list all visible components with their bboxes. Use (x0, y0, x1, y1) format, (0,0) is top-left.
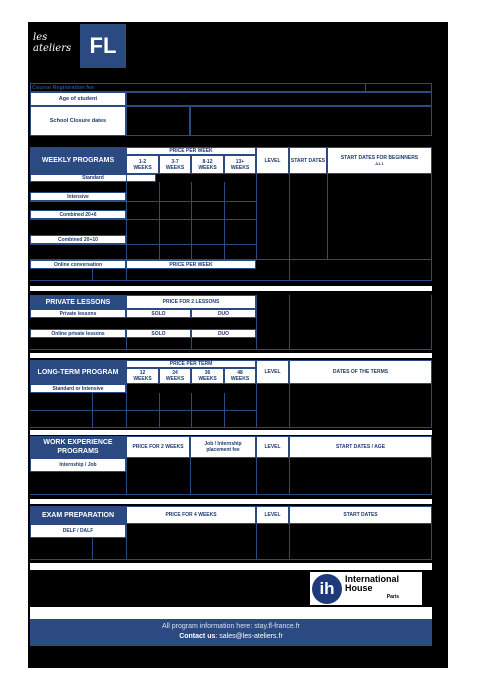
footer-contact-label: Contact us (179, 633, 216, 640)
weekly-level-header: LEVEL (256, 147, 289, 174)
rate-sheet-page (28, 22, 448, 668)
weekly-beginners-header (327, 147, 432, 174)
weekly-start-dates-header: START DATES (289, 147, 327, 174)
online-conversation-label: Online conversation (30, 260, 126, 269)
logo-badge-text: FL (89, 33, 117, 58)
longterm-col-4: 48 WEEKS (224, 368, 256, 384)
school-closure-dates-label: School Closure dates (30, 106, 126, 136)
weekly-price-header: PRICE PER WEEK (126, 147, 256, 155)
international-house-logo (310, 572, 422, 605)
exam-level-header: LEVEL (256, 506, 289, 524)
weekly-row-combined-20-6: Combined 20+6 (30, 210, 126, 219)
beginners-note: A1.1 (375, 161, 384, 166)
work-experience-title: WORK EXPERIENCE PROGRAMS (30, 436, 126, 458)
work-level-header: LEVEL (256, 436, 289, 458)
age-of-student-label: Age of student (30, 92, 126, 106)
private-row-online-private-lessons: Online private lessons (30, 329, 126, 338)
weekly-row-standard: Standard (30, 174, 156, 182)
weekly-col-2: 3-7 WEEKS (159, 155, 191, 174)
ih-line-2: House (345, 583, 373, 593)
work-row-internship-job: Internship / Job (30, 458, 126, 472)
exam-row-delf-dalf: DELF / DALF (30, 524, 126, 538)
work-price-header: PRICE FOR 2 WEEKS (126, 436, 190, 458)
ih-line-3: Paris (386, 594, 400, 600)
private-solo-label-1: SOLO (126, 309, 191, 318)
private-lessons-title: PRIVATE LESSONS (30, 295, 126, 309)
exam-preparation-title: EXAM PREPARATION (30, 506, 126, 524)
longterm-dates-header: DATES OF THE TERMS (289, 360, 432, 384)
work-fee-header: Job / Internship placement fee (190, 436, 256, 458)
private-price-header: PRICE FOR 2 LESSONS (126, 295, 256, 309)
longterm-col-1: 12 WEEKS (126, 368, 159, 384)
private-row-private-lessons: Private lessons (30, 309, 126, 318)
longterm-level-header: LEVEL (256, 360, 289, 384)
longterm-price-header: PRICE PER TERM (126, 360, 256, 368)
private-duo-label-2: DUO (191, 329, 256, 338)
exam-price-header: PRICE FOR 4 WEEKS (126, 506, 256, 524)
footer-contact-email[interactable]: : sales@les-ateliers.fr (215, 633, 283, 640)
private-solo-label-2: SOLO (126, 329, 191, 338)
weekly-row-intensive: Intensive (30, 192, 126, 201)
long-term-program-title: LONG-TERM PROGRAM (30, 360, 126, 384)
registration-fee-label: Course Registration fee (32, 84, 95, 91)
ih-line-1: International (345, 574, 400, 584)
weekly-col-1: 1-2 WEEKS (126, 155, 159, 174)
weekly-col-4: 13+ WEEKS (224, 155, 256, 174)
logo-script-text: les ateliers (33, 32, 72, 54)
beginners-header-text: START DATES FOR BEGINNERS (340, 155, 419, 161)
longterm-col-2: 24 WEEKS (159, 368, 191, 384)
weekly-programs-title: WEEKLY PROGRAMS (30, 147, 126, 174)
ih-mark: ih (319, 578, 335, 598)
ih-circle-icon (312, 574, 342, 604)
fl-logo-badge (80, 24, 126, 68)
weekly-col-3: 8-12 WEEKS (191, 155, 224, 174)
weekly-row-combined-20-10: Combined 20+10 (30, 235, 126, 244)
online-conversation-price-header: PRICE PER WEEK (126, 260, 256, 269)
longterm-row-standard-intensive: Standard or Intensive (30, 384, 126, 393)
footer-banner (30, 619, 432, 646)
exam-start-header: START DATES (289, 506, 432, 524)
work-start-header: START DATES / AGE (289, 436, 432, 458)
longterm-col-3: 36 WEEKS (191, 368, 224, 384)
footer-info-text: All program information here: stay.fl-france.fr (162, 623, 300, 630)
private-duo-label-1: DUO (191, 309, 256, 318)
les-ateliers-logo (33, 32, 75, 62)
footer-contact (30, 632, 432, 642)
